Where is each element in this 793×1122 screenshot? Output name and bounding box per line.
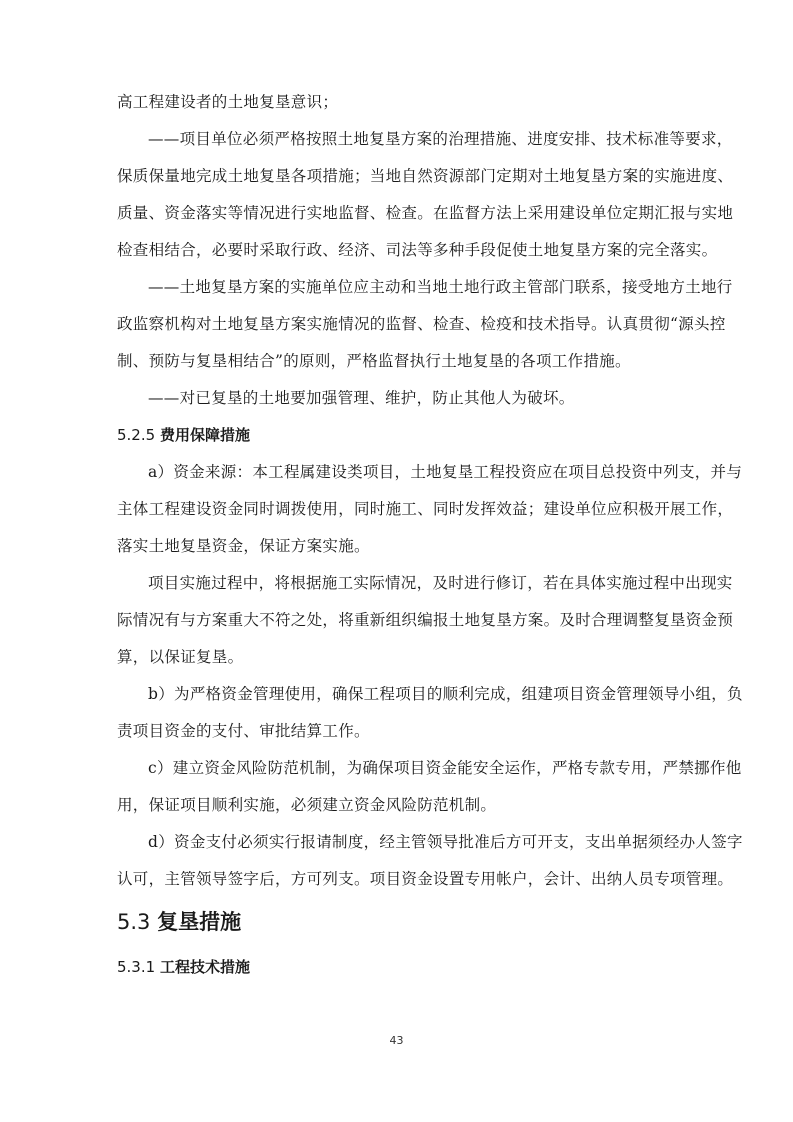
paragraph-line: 认可，主管领导签字后，方可列支。项目资金设置专用帐户，会计、出纳人员专项管理。 xyxy=(117,870,734,888)
paragraph-line: ——土地复垦方案的实施单位应主动和当地土地行政主管部门联系，接受地方土地行 xyxy=(148,278,733,296)
paragraph-line: a）资金来源：本工程属建设类项目，土地复垦工程投资应在项目总投资中列支，并与 xyxy=(148,463,743,481)
paragraph-line: 制、预防与复垦相结合”的原则，严格监督执行土地复垦的各项工作措施。 xyxy=(117,352,631,370)
section-title: 工程技术措施 xyxy=(159,958,250,976)
paragraph-line: 保质保量地完成土地复垦各项措施；当地自然资源部门定期对土地复垦方案的实施进度、 xyxy=(117,167,734,185)
paragraph-line: 责项目资金的支付、审批结算工作。 xyxy=(117,722,370,740)
page-number: 43 xyxy=(389,1034,404,1047)
paragraph-line: 主体工程建设资金同时调拨使用，同时施工、同时发挥效益；建设单位应积极开展工作， xyxy=(117,500,734,518)
paragraph-line: 项目实施过程中，将根据施工实际情况，及时进行修订，若在具体实施过程中出现实 xyxy=(148,574,733,592)
paragraph-line: d）资金支付必须实行报请制度，经主管领导批准后方可开支，支出单据须经办人签字 xyxy=(148,833,743,851)
paragraph-line: 检查相结合，必要时采取行政、经济、司法等多种手段促使土地复垦方案的完全落实。 xyxy=(117,241,718,259)
section-title: 复垦措施 xyxy=(157,910,242,934)
section-heading-5-3 xyxy=(117,909,241,935)
paragraph-line: b）为严格资金管理使用，确保工程项目的顺利完成，组建项目资金管理领导小组，负 xyxy=(148,685,743,703)
paragraph-line: 际情况有与方案重大不符之处，将重新组织编报土地复垦方案。及时合理调整复垦资金预 xyxy=(117,611,734,629)
paragraph-line: 算，以保证复垦。 xyxy=(117,648,244,666)
section-heading-5-3-1 xyxy=(117,957,250,977)
section-heading-5-2-5 xyxy=(117,425,250,445)
paragraph-line: 质量、资金落实等情况进行实地监督、检查。在监督方法上采用建设单位定期汇报与实地 xyxy=(117,204,734,222)
paragraph-line: ——项目单位必须严格按照土地复垦方案的治理措施、进度安排、技术标准等要求， xyxy=(148,130,733,148)
paragraph-line: 落实土地复垦资金，保证方案实施。 xyxy=(117,537,370,555)
paragraph-line: 用，保证项目顺利实施，必须建立资金风险防范机制。 xyxy=(117,796,497,814)
paragraph-line: c）建立资金风险防范机制，为确保项目资金能安全运作，严格专款专用，严禁挪作他 xyxy=(148,759,742,777)
section-title: 费用保障措施 xyxy=(159,426,250,444)
paragraph-line: ——对已复垦的土地要加强管理、维护，防止其他人为破坏。 xyxy=(148,389,575,407)
section-number: 5.3 xyxy=(117,910,151,934)
paragraph-line: 政监察机构对土地复垦方案实施情况的监督、检查、检疫和技术指导。认真贯彻“源头控 xyxy=(117,315,726,333)
section-number: 5.3.1 xyxy=(117,958,156,976)
paragraph-line: 高工程建设者的土地复垦意识； xyxy=(117,93,339,111)
section-number: 5.2.5 xyxy=(117,426,156,444)
